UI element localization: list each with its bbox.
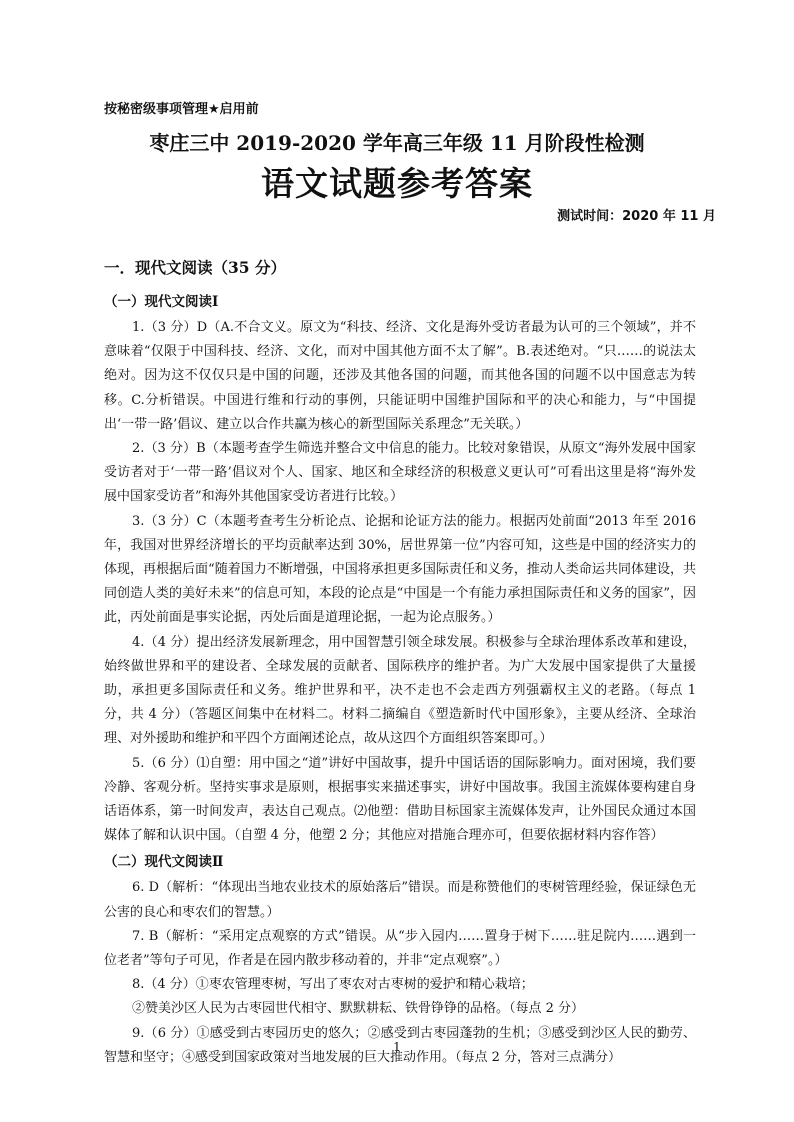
answer-item-5: 5.（6 分）⑴自塑：用中国之“道”讲好中国故事，提升中国话语的国际影响力。面对困境，我们要冷静、客观分析。坚持实事求是原则，根据事实来描述事实，讲好中国故事。我国主流媒体要构建自身话语体系，第一时间发声，表达自己观点。⑵他塑：借助目标国家主流媒体发声，让外国民众通过本国媒体了解和认识中国。（自塑 4 分，他塑 2 分；其他应对措施合理亦可，但要依据材料内容作答）	[104, 755, 696, 844]
answer-item-7: 7. B（解析：“采用定点观察的方式”错误。从“步入园内……置身于树下……驻足院内……遇到一位老者”等句子可见，作者是在园内散步移动着的，并非“定点观察”。）	[104, 928, 696, 969]
test-time: 测试时间：2020 年 11 月	[557, 209, 716, 224]
page-number: 1	[393, 1040, 401, 1054]
answer-content	[104, 290, 696, 1070]
document-title: 语文试题参考答案	[261, 164, 533, 203]
confidential-notice: 按秘密级事项管理★启用前	[104, 102, 259, 117]
answer-item-3: 3.（3 分）C（本题考查考生分析论点、论据和论证方法的能力。根据丙处前面“2013 年至 2016 年，我国对世界经济增长的平均贡献率达到 30%，居世界第一位”内容可知，这些是中国的经济实力的体现，再根据后面“随着国力不断增强，中国将承担更多国际责任和义务，推动人类命运共同体建设，共同创造人类的美好未来”的信息可知，本段的论点是“中国是一个有能力承担国际责任和义务的国家”，因此，丙处前面是事实论据，丙处后面是道理论据，一起为论点服务。）	[104, 513, 696, 626]
subsection-heading-2: （二）现代文阅读Ⅱ	[104, 854, 224, 871]
answer-item-8: 8.（4 分）①枣农管理枣树，写出了枣农对古枣树的爱护和精心栽培；	[132, 977, 534, 993]
exam-title: 枣庄三中 2019-2020 学年高三年级 11 月阶段性检测	[149, 131, 645, 155]
answer-item-9: 9.（6 分）①感受到古枣园历史的悠久；②感受到古枣园蓬勃的生机；③感受到沙区人民的勤劳、智慧和坚守；④感受到国家政策对当地发展的巨大推动作用。（每点 2 分，答对三点满分）	[104, 1025, 696, 1065]
answer-item-1: 1.（3 分）D（A.不合文义。原文为“科技、经济、文化是海外受访者最为认可的三个领域”，并不意味着“仅限于中国科技、经济、文化，而对中国其他方面不太了解”。B.表述绝对。“只……的说法太绝对。因为这不仅仅只是中国的问题，还涉及其他各国的问题，而其他各国的问题不以中国意志为转移。C.分析错误。中国进行维和行动的事例，只能证明中国维护国际和平的决心和能力，与“中国提出‘一带一路’倡议、建立以合作共赢为核心的新型国际关系理念”无关联。）	[104, 320, 696, 432]
answer-item-6: 6. D（解析：“体现出当地农业技术的原始落后”错误。而是称赞他们的枣树管理经验，保证绿色无公害的良心和枣农们的智慧。）	[104, 880, 696, 920]
answer-item-4: 4.（4 分）提出经济发展新理念，用中国智慧引领全球发展。积极参与全球治理体系改革和建设，始终做世界和平的建设者、全球发展的贡献者、国际秩序的维护者。为广大发展中国家提供了大量援助，承担更多国际责任和义务。维护世界和平，决不走也不会走西方列强霸权主义的老路。（每点 1 分，共 4 分）（答题区间集中在材料二。材料二摘编自《塑造新时代中国形象》，主要从经济、全球治理、对外援助和维护和平四个方面阐述论点，故从这四个方面组织答案即可。）	[104, 634, 696, 747]
answer-item-2: 2.（3 分）B（本题考查学生筛选并整合文中信息的能力。比较对象错误，从原文“海外发展中国家受访者对于‘一带一路’倡议对个人、国家、地区和全球经济的积极意义更认可”可看出这里是将“海外发展中国家受访者”和海外其他国家受访者进行比较。）	[104, 441, 696, 505]
section-heading: 一．现代文阅读（35 分）	[104, 258, 286, 277]
answer-item-8-cont: ②赞美沙区人民为古枣园世代相守、默默耕耘、铁骨铮铮的品格。（每点 2 分）	[132, 1001, 585, 1017]
subsection-heading-1: （一）现代文阅读Ⅰ	[104, 294, 219, 310]
